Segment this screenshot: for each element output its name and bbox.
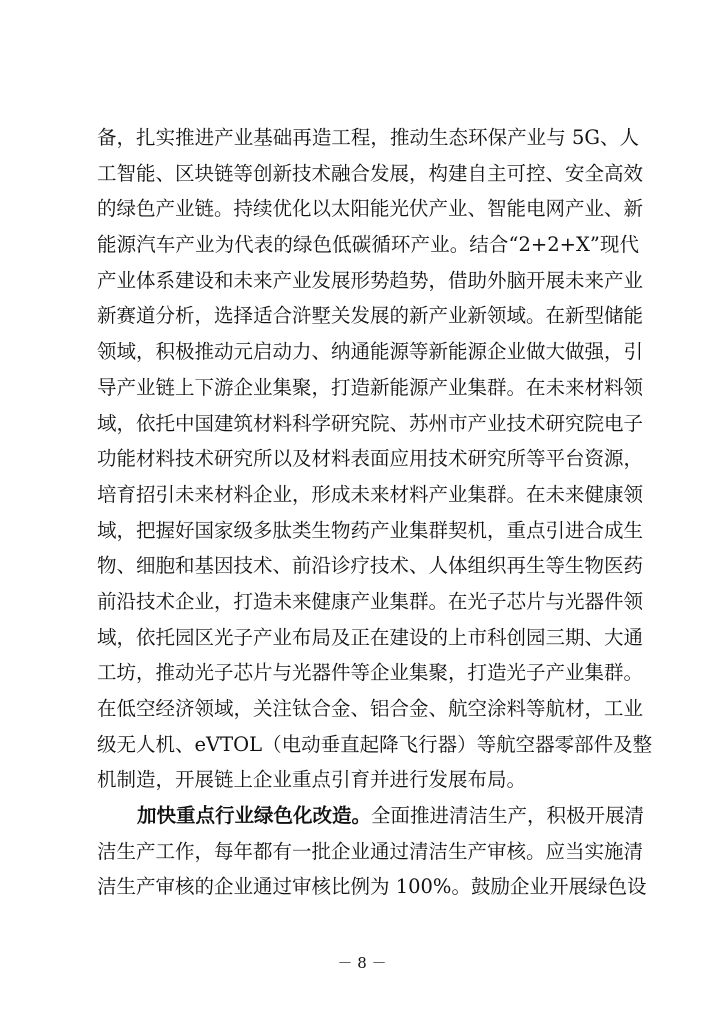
text-line: 洁生产工作，每年都有一批企业通过清洁生产审核。应当实施清 <box>97 839 644 863</box>
text-line: 新赛道分析，选择适合浒墅关发展的新产业新领域。在新型储能 <box>97 304 644 328</box>
page-number: － 8 － <box>337 954 387 972</box>
text-line: 域，依托园区光子产业布局及正在建设的上市科创园三期、大通 <box>97 625 644 649</box>
text-line: 洁生产审核的企业通过审核比例为 100%。鼓励企业开展绿色设 <box>97 875 647 899</box>
text-line: 能源汽车产业为代表的绿色低碳循环产业。结合“2+2+X”现代 <box>97 233 639 257</box>
text-line: 产业体系建设和未来产业发展形势趋势，借助外脑开展未来产业 <box>97 268 644 292</box>
body-text <box>97 120 653 905</box>
text-line: 前沿技术企业，打造未来健康产业集群。在光子芯片与光器件领 <box>97 589 644 613</box>
text-line: 域，依托中国建筑材料科学研究院、苏州市产业技术研究院电子 <box>97 411 644 435</box>
text-line: 物、细胞和基因技术、前沿诊疗技术、人体组织再生等生物医药 <box>97 554 644 578</box>
text-line: 领域，积极推动元启动力、纳通能源等新能源企业做大做强，引 <box>97 340 644 364</box>
text-line: 级无人机、eVTOL（电动垂直起降飞行器）等航空器零部件及整 <box>97 732 653 756</box>
text-line: 的绿色产业链。持续优化以太阳能光伏产业、智能电网产业、新 <box>97 197 644 221</box>
text-span: 全面推进清洁生产，积极开展清 <box>371 804 645 828</box>
text-line: 工智能、区块链等创新技术融合发展，构建自主可控、安全高效 <box>97 161 644 185</box>
text-line: 导产业链上下游企业集聚，打造新能源产业集群。在未来材料领 <box>97 375 644 399</box>
text-line: 工坊，推动光子芯片与光器件等企业集聚，打造光子产业集群。 <box>97 661 644 685</box>
text-line: 域，把握好国家级多肽类生物药产业集群契机，重点引进合成生 <box>97 518 644 542</box>
text-line: 备，扎实推进产业基础再造工程，推动生态环保产业与 5G、人 <box>97 126 639 149</box>
text-line: 培育招引未来材料企业，形成未来材料产业集群。在未来健康领 <box>97 482 644 506</box>
paragraph-first-line <box>97 798 645 834</box>
text-line: 在低空经济领域，关注钛合金、铝合金、航空涂料等航材，工业 <box>97 697 644 720</box>
paragraph-heading: 加快重点行业绿色化改造。 <box>137 804 372 828</box>
text-line: 功能材料技术研究所以及材料表面应用技术研究所等平台资源， <box>97 447 644 471</box>
text-line: 机制造，开展链上企业重点引育并进行发展布局。 <box>97 768 527 792</box>
